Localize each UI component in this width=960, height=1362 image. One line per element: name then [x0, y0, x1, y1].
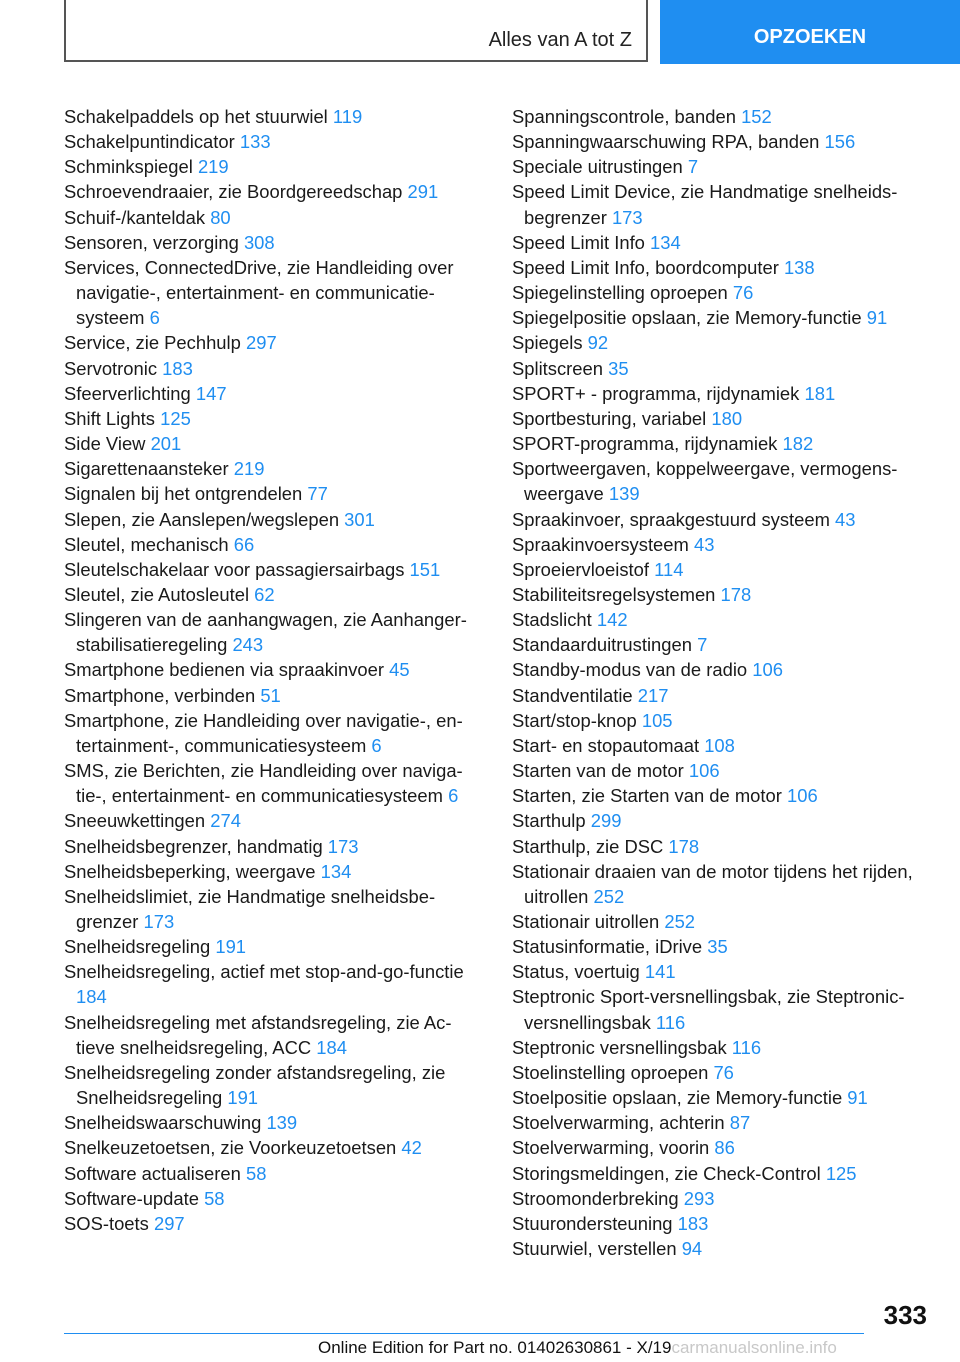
page-link[interactable]: 76: [732, 282, 754, 304]
index-entry: [512, 1135, 942, 1160]
index-entry-text: Splitscreen: [512, 357, 603, 379]
index-entry-text: Spiegelinstelling oproepen: [512, 282, 728, 304]
index-entry-text: Snelheidsbeperking, weergave: [64, 860, 316, 882]
index-entry-text: Schminkspiegel: [64, 156, 193, 178]
index-entry: [512, 582, 942, 607]
index-entry-text: Starten, zie Starten van de motor: [512, 785, 782, 807]
index-entry: [512, 607, 942, 632]
index-entry-text: Starthulp: [512, 810, 586, 832]
page-link[interactable]: 119: [332, 106, 363, 127]
index-entry-text: Snelheidsbegrenzer, handmatig: [64, 835, 323, 857]
page-link[interactable]: 80: [210, 206, 231, 228]
index-entry-text: SPORT-programma, rijdynamiek: [512, 433, 778, 455]
page-link[interactable]: 86: [714, 1137, 735, 1159]
index-entry: [64, 683, 484, 708]
footer-divider: [64, 1333, 864, 1334]
index-entry-text: Spiegelpositie opslaan, zie Memory-functie: [512, 307, 862, 329]
index-entry: [512, 1161, 942, 1186]
index-entry-text: Snelheidsregeling, actief met stop-and-go-functie: [64, 961, 464, 983]
index-entry-text: Sportweergaven, koppelweergave, vermogensweergave: [512, 458, 898, 505]
index-entry: [64, 456, 484, 481]
index-entry: [64, 884, 484, 934]
index-entry-text: Sproeiervloeistof: [512, 558, 649, 580]
page-link[interactable]: 178: [668, 835, 700, 857]
footer-edition: Online Edition for Part no. 01402630861 - X/19: [318, 1338, 672, 1357]
index-entry-text: Speed Limit Info: [512, 231, 645, 253]
index-entry: [512, 909, 942, 934]
index-entry-text: Sleutel, mechanisch: [64, 533, 229, 555]
index-entry-text: Schuif-/kanteldak: [64, 206, 206, 228]
index-entry-text: Standaarduitrustingen: [512, 634, 692, 656]
index-entry: [512, 230, 942, 255]
index-entry-text: Slepen, zie Aanslepen/wegslepen: [64, 508, 340, 530]
page-link[interactable]: 45: [389, 659, 410, 681]
page-link[interactable]: 106: [688, 760, 720, 782]
index-entry: [512, 356, 942, 381]
index-entry: [64, 557, 484, 582]
index-entry-text: Status, voertuig: [512, 961, 640, 983]
page-link[interactable]: 35: [707, 936, 728, 958]
page-link[interactable]: 106: [752, 659, 783, 681]
page-link[interactable]: 183: [162, 357, 193, 379]
index-entry-text: Schakelpuntindicator: [64, 131, 235, 153]
index-entry: [64, 431, 484, 456]
index-entry: [64, 481, 484, 506]
index-entry: [512, 733, 942, 758]
page-link[interactable]: 173: [143, 911, 175, 932]
page-link[interactable]: 76: [713, 1061, 734, 1083]
index-entry-text: Snelheidsregeling: [64, 936, 211, 958]
index-entry: [512, 456, 942, 506]
index-entry-text: Start- en stopautomaat: [512, 734, 700, 756]
index-entry-text: SMS, zie Berichten, zie Handleiding over navigatie-, entertainment- en communicatiesysteem: [64, 760, 463, 807]
index-entry: [64, 154, 484, 179]
index-entry: [512, 683, 942, 708]
page-link[interactable]: 219: [197, 156, 229, 178]
index-entry-text: Schroevendraaier, zie Boordgereedschap: [64, 181, 403, 203]
index-entry-text: Stoelinstelling oproepen: [512, 1061, 709, 1083]
index-entry-text: Stoelpositie opslaan, zie Memory-functie: [512, 1087, 843, 1109]
page-link[interactable]: 133: [239, 131, 271, 153]
index-entry-text: Spiegels: [512, 332, 583, 354]
index-entry-text: Slingeren van de aanhangwagen, zie Aanhangerstabilisatieregeling: [64, 609, 467, 656]
index-entry-text: SOS-toets: [64, 1212, 149, 1234]
index-entry-text: Sensoren, verzorging: [64, 231, 239, 253]
index-entry-text: Snelheidsregeling met afstandsregeling, zie Actieve snelheidsregeling, ACC: [64, 1011, 452, 1058]
index-entry: [512, 834, 942, 859]
index-entry: [512, 783, 942, 808]
page-link[interactable]: 217: [637, 684, 669, 706]
index-entry-text: Stationair draaien van de motor tijdens het rijden, uitrollen: [512, 860, 913, 907]
page-link[interactable]: 184: [76, 986, 107, 1008]
index-entry: [64, 1161, 484, 1186]
page-link[interactable]: 183: [677, 1212, 709, 1234]
page-link[interactable]: 299: [590, 810, 622, 832]
index-entry: [64, 859, 484, 884]
index-entry-text: Starten van de motor: [512, 760, 684, 782]
index-entry-text: Sleutel, zie Autosleutel: [64, 583, 250, 605]
page-link[interactable]: 62: [254, 583, 275, 605]
index-entry-text: Statusinformatie, iDrive: [512, 936, 703, 958]
index-entry: [512, 1035, 942, 1060]
page-link[interactable]: 125: [825, 1162, 857, 1184]
index-entry: [64, 1060, 484, 1110]
index-entry: [64, 607, 484, 657]
page-link[interactable]: 181: [804, 382, 836, 404]
page-link[interactable]: 184: [316, 1036, 347, 1058]
page-link[interactable]: 173: [611, 206, 643, 228]
index-entry: [64, 129, 484, 154]
index-entry-text: Stuurondersteuning: [512, 1212, 673, 1234]
page-link[interactable]: 191: [227, 1087, 259, 1109]
page-link[interactable]: 125: [160, 407, 191, 429]
index-entry-text: Stuurwiel, verstellen: [512, 1238, 677, 1260]
index-entry-text: Speed Limit Device, zie Handmatige snelheidsbegrenzer: [512, 181, 898, 228]
search-tab-button[interactable]: OPZOEKEN: [660, 0, 960, 64]
index-entry: [64, 255, 484, 330]
tab-label: Alles van A tot Z: [488, 29, 632, 51]
index-entry-text: Service, zie Pechhulp: [64, 332, 241, 354]
index-entry: [512, 532, 942, 557]
page-link[interactable]: 7: [697, 634, 708, 656]
page-link[interactable]: 138: [783, 256, 815, 278]
page-link[interactable]: 147: [195, 382, 227, 404]
index-entry: [512, 507, 942, 532]
index-entry: [512, 758, 942, 783]
index-entry: [64, 582, 484, 607]
index-entry: [512, 179, 942, 229]
index-column-right: [512, 104, 942, 1261]
page-link[interactable]: 106: [787, 785, 818, 807]
index-entry: [64, 758, 484, 808]
index-entry-text: Smartphone, zie Handleiding over navigatie-, entertainment-, communicatiesysteem: [64, 709, 463, 756]
index-entry: [64, 532, 484, 557]
index-entry: [64, 179, 484, 204]
index-entry-text: Standby-modus van de radio: [512, 659, 748, 681]
index-entry: [64, 1186, 484, 1211]
page-link[interactable]: 291: [407, 181, 439, 203]
index-entry: [512, 280, 942, 305]
page-link[interactable]: 201: [150, 433, 182, 455]
index-entry-text: Sigarettenaansteker: [64, 458, 229, 480]
index-entry: [512, 1211, 942, 1236]
page-link[interactable]: 301: [344, 508, 375, 530]
index-entry: [64, 834, 484, 859]
page-link[interactable]: 51: [260, 684, 281, 706]
page-link[interactable]: 87: [729, 1112, 751, 1134]
index-entry: [512, 406, 942, 431]
index-entry: [64, 657, 484, 682]
index-entry: [512, 431, 942, 456]
page-link[interactable]: 219: [233, 458, 265, 480]
index-entry: [512, 632, 942, 657]
page-link[interactable]: 43: [835, 508, 856, 530]
page-link[interactable]: 116: [731, 1036, 762, 1058]
index-entry-text: Shift Lights: [64, 407, 155, 429]
index-entry-text: Sneeuwkettingen: [64, 810, 206, 832]
index-entry: [512, 984, 942, 1034]
index-entry: [64, 708, 484, 758]
page-link[interactable]: 7: [687, 156, 699, 178]
page-link[interactable]: 6: [149, 307, 160, 329]
index-entry-text: Smartphone, verbinden: [64, 684, 256, 706]
index-entry: [512, 859, 942, 909]
page-link[interactable]: 42: [401, 1137, 422, 1159]
page-link[interactable]: 152: [741, 106, 772, 127]
index-entry: [512, 154, 942, 179]
index-entry: [512, 305, 942, 330]
page-link[interactable]: 116: [655, 1011, 686, 1033]
index-entry: [64, 381, 484, 406]
index-entry-text: Stoelverwarming, voorin: [512, 1137, 710, 1159]
page-number: 333: [883, 1300, 927, 1330]
tab-alles-van-a-tot-z[interactable]: [64, 0, 648, 62]
index-entry-text: Sportbesturing, variabel: [512, 407, 707, 429]
page-link[interactable]: 134: [320, 860, 352, 882]
index-entry: [512, 1085, 942, 1110]
index-entry-text: Snelheidsregeling zonder afstandsregeling, zie Snelheidsregeling: [64, 1061, 446, 1109]
page-link[interactable]: 297: [245, 332, 277, 354]
index-entry-text: Stoelverwarming, achterin: [512, 1112, 725, 1134]
page-link[interactable]: 43: [693, 533, 715, 555]
footer-watermark: carmanualsonline.info: [671, 1338, 837, 1357]
index-entry: [512, 708, 942, 733]
index-entry-text: Spanningwaarschuwing RPA, banden: [512, 131, 820, 153]
index-entry-text: Start/stop-knop: [512, 709, 637, 731]
index-entry-text: Steptronic Sport-versnellingsbak, zie Steptronic-versnellingsbak: [512, 986, 905, 1033]
index-entry-text: Starthulp, zie DSC: [512, 835, 664, 857]
index-entry-text: Stadslicht: [512, 609, 592, 631]
page-link[interactable]: 182: [782, 433, 814, 455]
page-link[interactable]: 92: [587, 332, 609, 354]
page-link[interactable]: 156: [824, 131, 856, 153]
page-link[interactable]: 6: [448, 785, 459, 807]
page-link[interactable]: 94: [681, 1238, 703, 1260]
index-entry: [512, 657, 942, 682]
page-link[interactable]: 142: [596, 609, 628, 631]
index-entry-text: Services, ConnectedDrive, zie Handleiding over navigatie-, entertainment- en communicatiesysteem: [64, 256, 454, 329]
index-entry: [64, 1110, 484, 1135]
header: [64, 0, 960, 64]
index-entry: [512, 959, 942, 984]
page-link[interactable]: 243: [232, 634, 264, 656]
page-link[interactable]: 173: [327, 835, 359, 857]
page-link[interactable]: 151: [409, 558, 441, 580]
index-entry-text: Storingsmeldingen, zie Check-Control: [512, 1162, 821, 1184]
index-entry-text: Sleutelschakelaar voor passagiersairbags: [64, 558, 405, 580]
page-link[interactable]: 77: [307, 483, 328, 505]
index-entry: [64, 1010, 484, 1060]
index-entry: [64, 356, 484, 381]
page-link[interactable]: 274: [210, 810, 241, 832]
page-link[interactable]: 139: [608, 483, 640, 505]
index-entry: [64, 104, 484, 129]
index-entry: [512, 934, 942, 959]
page-link[interactable]: 66: [233, 533, 255, 555]
index-entry: [512, 330, 942, 355]
index-entry-text: Snelheidswaarschuwing: [64, 1112, 262, 1134]
footer: [318, 1338, 837, 1358]
index-entry-text: Spraakinvoer, spraakgestuurd systeem: [512, 508, 830, 530]
index-entry: [64, 1135, 484, 1160]
index-entry-text: Software actualiseren: [64, 1162, 241, 1184]
index-entry: [512, 557, 942, 582]
index-entry: [512, 129, 942, 154]
index-entry-text: Smartphone bedienen via spraakinvoer: [64, 659, 384, 681]
index-entry: [64, 230, 484, 255]
index-entry-text: Speciale uitrustingen: [512, 156, 683, 178]
page-link[interactable]: 108: [704, 734, 735, 756]
index-entry: [64, 934, 484, 959]
page-link[interactable]: 6: [371, 734, 382, 756]
page-link[interactable]: 58: [204, 1187, 225, 1209]
index-entry-text: Sfeerverlichting: [64, 382, 191, 404]
index-entry-text: Snelkeuzetoetsen, zie Voorkeuzetoetsen: [64, 1137, 397, 1159]
index-entry-text: Spraakinvoersysteem: [512, 533, 689, 555]
index-entry: [512, 255, 942, 280]
page-link[interactable]: 134: [650, 231, 681, 253]
index-entry: [64, 406, 484, 431]
page-link[interactable]: 105: [641, 709, 673, 731]
page-link[interactable]: 180: [711, 407, 743, 429]
page-link[interactable]: 114: [654, 558, 684, 580]
index-entry: [512, 1186, 942, 1211]
page-link[interactable]: 91: [866, 307, 888, 329]
page-link[interactable]: 141: [644, 961, 676, 983]
page-link[interactable]: 252: [664, 911, 696, 932]
index-entry-text: Standventilatie: [512, 684, 633, 706]
index-entry-text: Steptronic versnellingsbak: [512, 1036, 727, 1058]
index-entry-text: Speed Limit Info, boordcomputer: [512, 256, 779, 278]
index-entry: [512, 104, 942, 129]
page-link[interactable]: 178: [720, 583, 752, 605]
index-entry-text: SPORT+ - programma, rijdynamiek: [512, 382, 800, 404]
index-entry-text: Spanningscontrole, banden: [512, 106, 736, 127]
index-entry-text: Stabiliteitsregelsystemen: [512, 583, 716, 605]
index-entry-text: Side View: [64, 433, 146, 455]
index-entry: [64, 1211, 484, 1236]
page-link[interactable]: 58: [245, 1162, 267, 1184]
index-entry-text: Stationair uitrollen: [512, 911, 660, 932]
page-link[interactable]: 91: [847, 1087, 868, 1109]
index-entry: [64, 330, 484, 355]
index-entry-text: Stroomonderbreking: [512, 1187, 679, 1209]
index-entry-text: Schakelpaddels op het stuurwiel: [64, 106, 328, 127]
page-link[interactable]: 252: [593, 885, 625, 907]
index-entry: [64, 808, 484, 833]
index-entry: [512, 1060, 942, 1085]
page-link[interactable]: 191: [215, 936, 247, 958]
index-entry-text: Signalen bij het ontgrendelen: [64, 483, 303, 505]
page-link[interactable]: 293: [683, 1187, 715, 1209]
index-column-left: [64, 104, 484, 1236]
index-entry: [64, 507, 484, 532]
page-link[interactable]: 139: [266, 1112, 298, 1134]
page-link[interactable]: 35: [608, 357, 629, 379]
index-entry: [512, 1110, 942, 1135]
index-entry-text: Software-update: [64, 1187, 199, 1209]
index-entry-text: Snelheidslimiet, zie Handmatige snelheidsbegrenzer: [64, 885, 436, 932]
index-entry: [512, 381, 942, 406]
index-entry: [512, 1236, 942, 1261]
index-entry: [512, 808, 942, 833]
index-entry: [64, 959, 484, 1009]
page-link[interactable]: 297: [153, 1212, 185, 1234]
page-link[interactable]: 308: [243, 231, 275, 253]
index-entry: [64, 205, 484, 230]
index-entry-text: Servotronic: [64, 357, 158, 379]
